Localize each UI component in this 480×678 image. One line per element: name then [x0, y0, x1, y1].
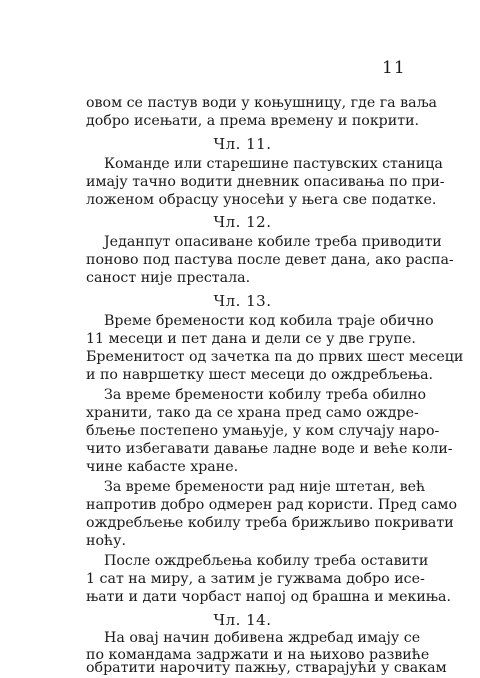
text-line: ноћу.: [86, 533, 126, 549]
text-line: чине кабасте хране.: [86, 459, 239, 475]
text-line: добро исењати, а према времену и покрити.: [86, 113, 420, 129]
text-line: имају тачно водити дневник опасивања по при-: [86, 174, 445, 190]
text-line: чито избегавати давање ладне воде и веће коли-: [86, 441, 453, 457]
text-line: поново под пастува после девет дана, ако распа-: [86, 252, 454, 268]
text-line: бљење постепено умањује, у ком случају наро-: [86, 423, 440, 439]
text-line: и по навршетку шест месеци до ождребљења.: [86, 367, 434, 383]
article-heading-11: Чл. 11.: [213, 135, 272, 153]
article-heading-13: Чл. 13.: [213, 292, 272, 310]
text-line: После ождребљења кобилу треба оставити: [104, 553, 429, 569]
text-line: За време бремености рад није штетан, већ: [104, 479, 426, 495]
article-heading-14: Чл. 14.: [213, 611, 272, 629]
text-line: Команде или старешине пастувских станица: [104, 156, 443, 172]
text-line: На овај начин добивена ждребад имају се: [104, 630, 421, 646]
text-line: саност није престала.: [86, 270, 251, 286]
text-line: ождребљење кобилу треба брижљиво покривати: [86, 515, 454, 531]
page-number: 11: [382, 58, 406, 78]
text-line: 11 месеци и пет дана и дели се у две групе.: [86, 331, 416, 347]
article-heading-12: Чл. 12.: [213, 213, 272, 231]
text-line: ложеном обрасцу уносећи у њега све податке.: [86, 192, 437, 208]
text-line: напротив добро одмерен рад користи. Пред само: [86, 497, 457, 513]
text-line: За време бремености кобилу треба обилно: [104, 387, 427, 403]
text-line: по командама задржати и на њихово развиће: [86, 647, 430, 663]
text-line: хранити, тако да се храна пред само ождре-: [86, 405, 419, 421]
text-line: Бременитост од зачетка па до првих шест месеци: [86, 349, 464, 365]
text-line: овом се пастув води у коњушницу, где га ваља: [86, 95, 438, 111]
text-line: обратити нарочиту пажњу, стварајући у свакам: [86, 660, 447, 676]
text-line: Једанпут опасиване кобиле треба приводити: [104, 234, 442, 250]
text-line: 1 сат на миру, а затим је гужвама добро исе-: [86, 571, 425, 587]
text-line: њати и дати чорбаст напој од брашна и мекиња.: [86, 589, 451, 605]
text-line: Време бремености код кобила траје обично: [104, 313, 434, 329]
